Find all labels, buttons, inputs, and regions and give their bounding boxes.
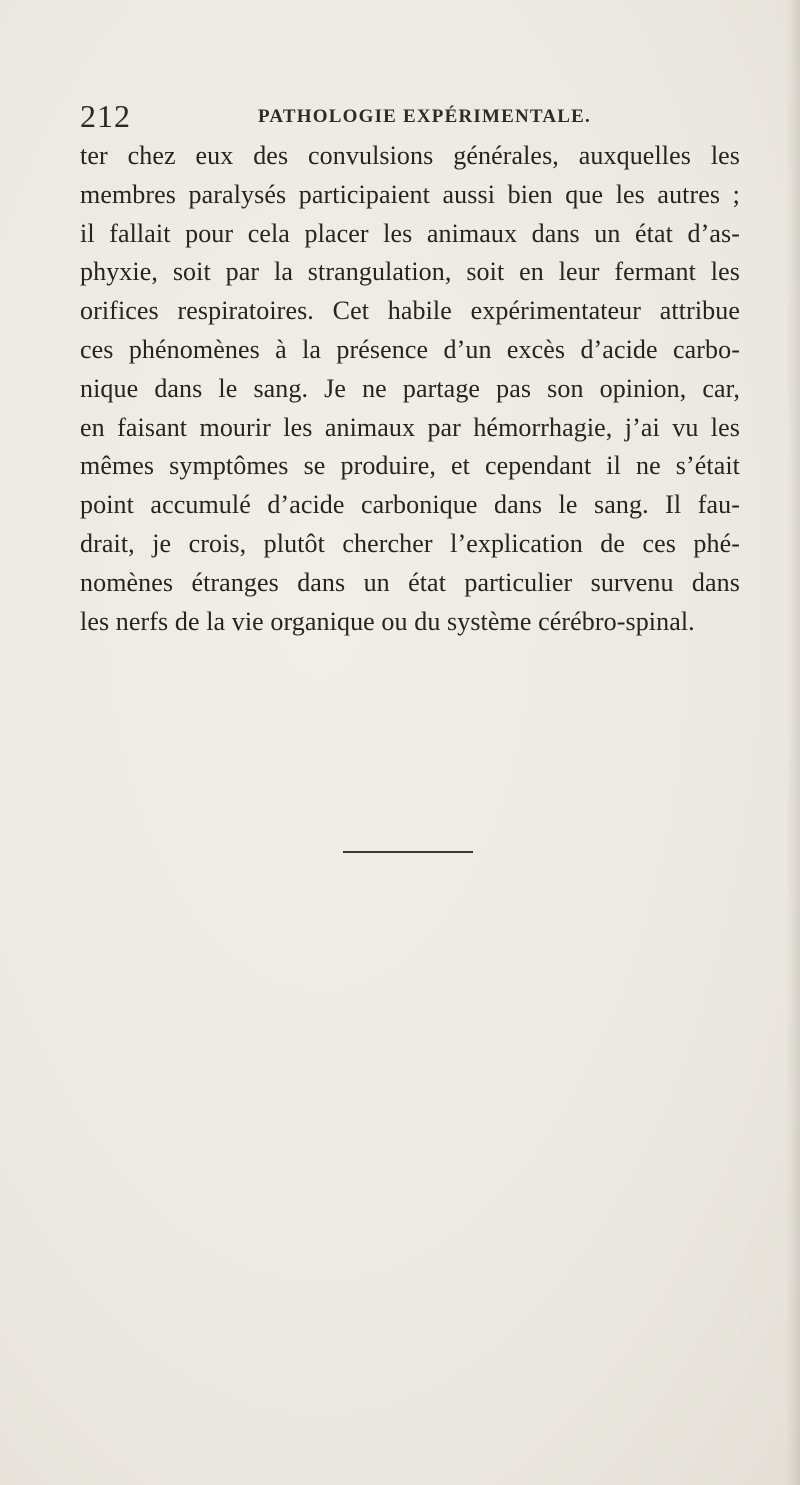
body-text (80, 137, 740, 641)
page-edge-shadow (786, 0, 800, 1485)
text-line: les nerfs de la vie organique ou du système cérébro-spinal. (80, 606, 695, 636)
text-line: ces phénomènes à la présence d’un excès d’acide carbo- (80, 334, 740, 364)
page-number: 212 (80, 98, 131, 134)
section-divider (343, 851, 473, 853)
text-line: phyxie, soit par la strangulation, soit en leur fermant les (80, 257, 740, 287)
text-line: orifices respiratoires. Cet habile expérimentateur attribue (80, 296, 740, 326)
running-head: PATHOLOGIE EXPÉRIMENTALE. (258, 106, 591, 127)
text-line: en faisant mourir les animaux par hémorrhagie, j’ai vu les (80, 412, 740, 442)
text-line: nomènes étranges dans un état particulier survenu dans (80, 567, 740, 597)
text-line: membres paralysés participaient aussi bien que les autres ; (80, 179, 740, 209)
text-line: drait, je crois, plutôt chercher l’explication de ces phé- (80, 528, 740, 558)
text-line: nique dans le sang. Je ne partage pas son opinion, car, (80, 373, 740, 403)
text-line: point accumulé d’acide carbonique dans le sang. Il fau- (80, 490, 740, 520)
page-header (80, 96, 740, 136)
text-line: mêmes symptômes se produire, et cependant il ne s’était (80, 451, 740, 481)
text-line: ter chez eux des convulsions générales, auxquelles les (80, 141, 740, 170)
text-line: il fallait pour cela placer les animaux dans un état d’as- (80, 218, 740, 248)
